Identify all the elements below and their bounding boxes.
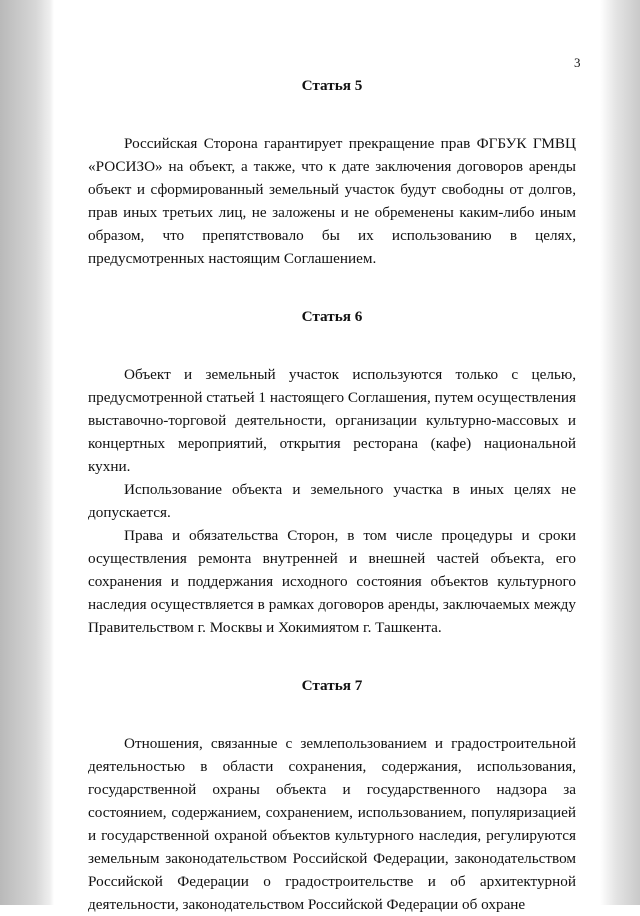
article-7 — [88, 674, 576, 916]
page-number: 3 — [574, 55, 581, 70]
paragraph: Отношения, связанные с землепользованием и градостроительной деятельностью в области сохранения, содержания, использования, государственной охраны объекта и государственного надзора за состоянием, содержанием, сохранением, использованием, популяризацией и государственной охраной объектов культурного наследия, регулируются земельным законодательством Российской Федерации, законодательством Российской Федерации о градостроительстве и об архитектурной деятельности, законодательством Российской Федерации об охране — [88, 735, 576, 913]
document-page — [54, 0, 599, 913]
paragraph: Права и обязательства Сторон, в том числе процедуры и сроки осуществления ремонта внутренней и внешней частей объекта, его сохранения и поддержания исходного состояния объектов культурного наследия осуществляется в рамках договоров аренды, заключаемых между Правительством г. Москвы и Хокимиятом г. Ташкента. — [88, 527, 576, 636]
paragraph: Российская Сторона гарантирует прекращение прав ФГБУК ГМВЦ «РОСИЗО» на объект, а также, что к дате заключения договоров аренды объект и сформированный земельный участок будут свободны от долгов, прав иных третьих лиц, не заложены и не обременены каким-либо иным образом, что препятствовало бы их использованию в целях, предусмотренных настоящим Соглашением. — [88, 135, 576, 267]
article-6 — [88, 305, 576, 639]
document-body — [88, 72, 576, 916]
scan-shadow-right — [600, 0, 640, 905]
scan-shadow-left — [0, 0, 54, 905]
article-heading: Статья 7 — [301, 677, 363, 694]
paragraph: Объект и земельный участок используются только с целью, предусмотренной статьей 1 настоящего Соглашения, путем осуществления выставочно-торговой деятельности, организации культурно-массовых и концертных мероприятий, открытия ресторана (кафе) национальной кухни. — [88, 366, 576, 475]
paragraph: Использование объекта и земельного участка в иных целях не допускается. — [88, 481, 576, 521]
article-heading: Статья 5 — [301, 77, 363, 94]
article-heading: Статья 6 — [301, 308, 363, 325]
article-5 — [88, 74, 576, 270]
